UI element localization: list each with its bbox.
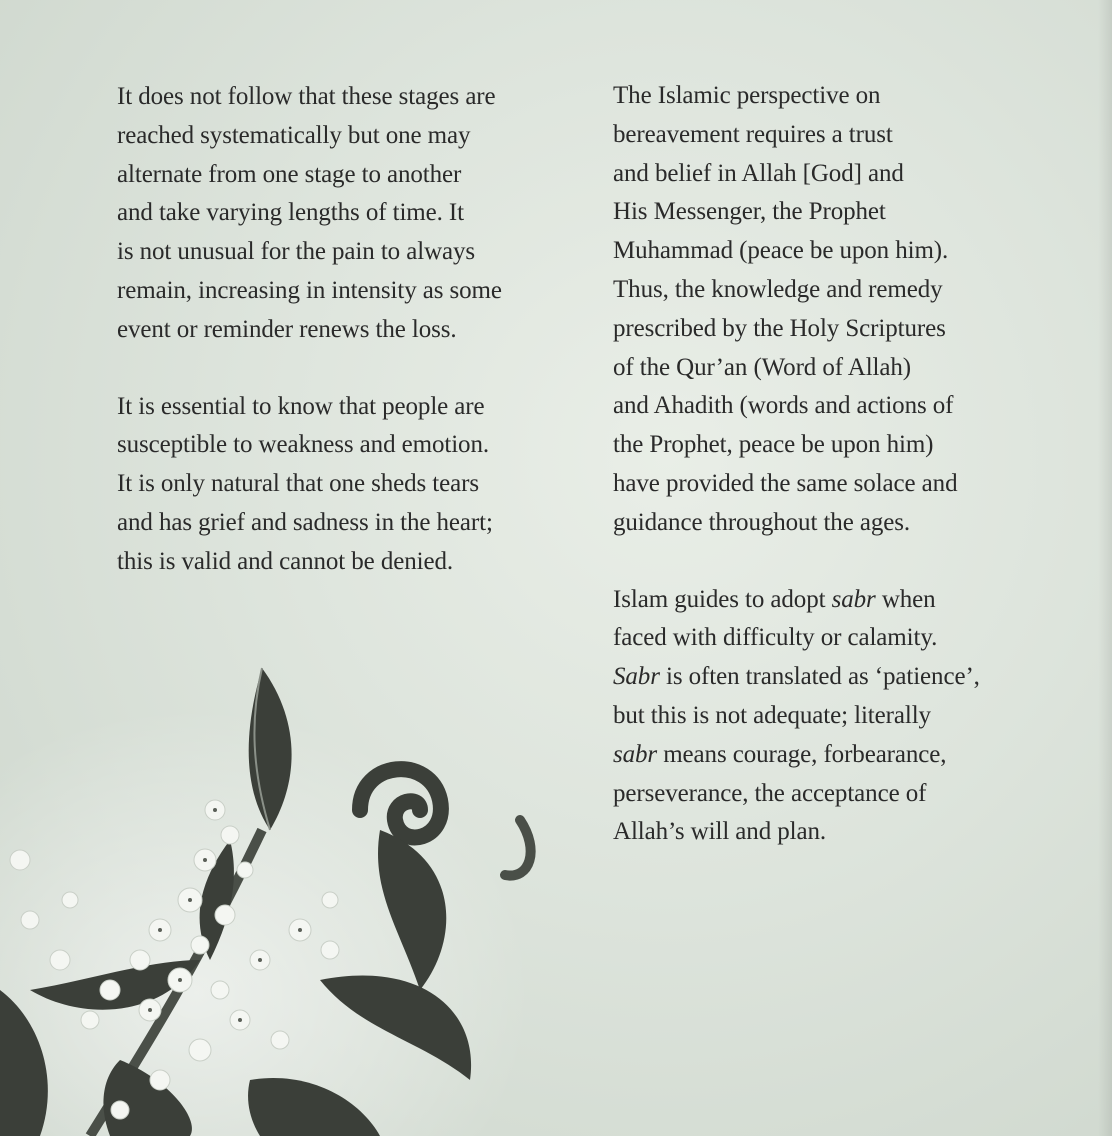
text-line: and has grief and sadness in the heart; [117,508,493,536]
right-paragraph-1 [613,77,1053,543]
text-line: the Prophet, peace be upon him) [613,431,934,459]
right-paragraph-2 [613,581,1053,853]
text-line: His Messenger, the Prophet [613,198,886,226]
italic-term-sabr: sabr [831,585,876,613]
text-line: It is essential to know that people are [117,392,485,420]
italic-term-sabr: sabr [613,740,658,768]
text-line: It is only natural that one sheds tears [117,470,479,498]
text-line: reached systematically but one may [117,121,471,149]
text-line: and Ahadith (words and actions of [613,392,954,420]
text-line: remain, increasing in intensity as some [117,276,502,304]
text-line: alternate from one stage to another [117,160,462,188]
left-paragraph-1 [117,78,557,350]
text-line: and take varying lengths of time. It [117,199,464,227]
text-line: susceptible to weakness and emotion. [117,431,490,459]
text-line: perseverance, the acceptance of [613,779,927,807]
text-line: prescribed by the Holy Scriptures [613,314,946,342]
text-line: of the Qur’an (Word of Allah) [613,353,912,381]
floral-scroll-ornament-icon [0,660,560,1136]
text-run: Islam guides to adopt [613,585,832,613]
text-line: Thus, the knowledge and remedy [613,275,943,303]
left-text-column [117,78,557,582]
text-line: Allah’s will and plan. [613,818,827,846]
right-text-column [613,77,1053,852]
italic-term-sabr: Sabr [613,663,660,691]
left-paragraph-2 [117,388,557,582]
text-line: The Islamic perspective on [613,82,881,109]
text-line: guidance throughout the ages. [613,508,911,536]
text-line: Muhammad (peace be upon him). [613,237,949,265]
text-run: is often translated as ‘patience’, [659,663,980,691]
text-line: and belief in Allah [God] and [613,159,904,187]
text-line: but this is not adequate; literally [613,701,931,729]
text-line: It does not follow that these stages are [117,83,496,110]
text-line: event or reminder renews the loss. [117,315,457,343]
text-line [613,581,1053,620]
text-line: bereavement requires a trust [613,120,893,148]
text-line [613,736,1053,775]
text-line: this is valid and cannot be denied. [117,547,454,575]
text-run: when [875,585,936,613]
text-line: have provided the same solace and [613,469,958,497]
text-run: means courage, forbearance, [657,740,947,768]
text-line [613,658,1053,697]
text-line: faced with difficulty or calamity. [613,624,938,652]
page-gutter-shadow [1098,0,1112,1136]
text-line: is not unusual for the pain to always [117,238,476,266]
